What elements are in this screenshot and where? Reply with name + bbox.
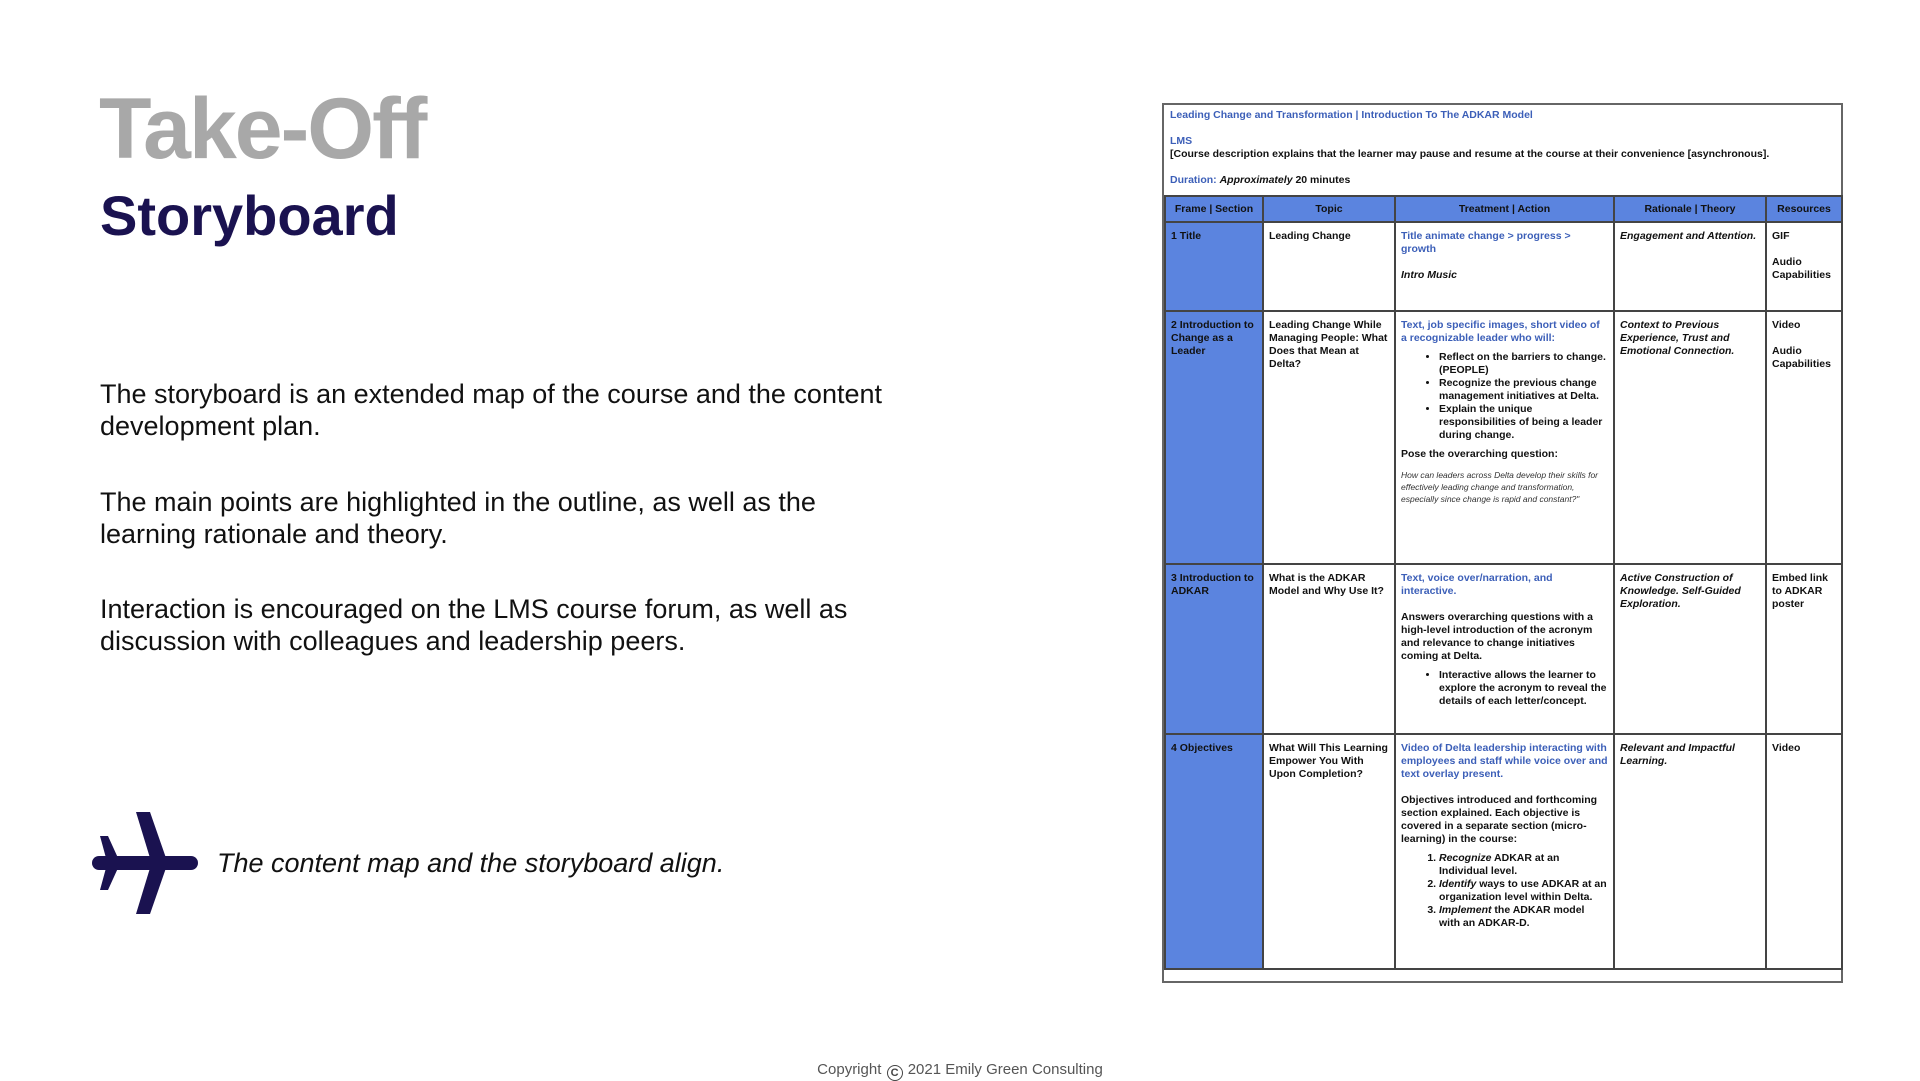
treatment-lead: Text, job specific images, short video of a recognizable leader who will: xyxy=(1401,319,1600,344)
topic-cell: Leading Change While Managing People: What Does that Mean at Delta? xyxy=(1263,311,1395,564)
copyright-footer xyxy=(0,1061,1920,1081)
list-item: • Reflect on the barriers to change. (PEOPLE) xyxy=(1439,351,1608,377)
list-item: • Interactive allows the learner to explore the acronym to reveal the details of each letter/concept. xyxy=(1439,669,1608,708)
course-title: Leading Change and Transformation | Introduction To The ADKAR Model xyxy=(1170,109,1533,121)
body-paragraph-1: The storyboard is an extended map of the course and the content development plan. xyxy=(100,379,882,441)
topic-cell: Leading Change xyxy=(1263,222,1395,311)
resource-item: GIF xyxy=(1772,230,1790,242)
table-header-row xyxy=(1165,196,1842,222)
body-paragraph-3: Interaction is encouraged on the LMS course forum, as well as discussion with colleagues and leadership peers. xyxy=(100,594,848,656)
treatment-note: Intro Music xyxy=(1401,269,1458,281)
rationale-cell: Engagement and Attention. xyxy=(1614,222,1766,311)
duration xyxy=(1170,174,1835,187)
copyright-text: 2021 Emily Green Consulting xyxy=(907,1061,1103,1078)
resources-cell xyxy=(1766,222,1842,311)
slide-title: Take-Off xyxy=(99,81,426,177)
body-paragraph-2: The main points are highlighted in the outline, as well as the learning rationale and theory. xyxy=(100,487,816,549)
topic-cell: What is the ADKAR Model and Why Use It? xyxy=(1263,564,1395,734)
table-row xyxy=(1165,734,1842,969)
resources-cell xyxy=(1766,311,1842,564)
table-row xyxy=(1165,564,1842,734)
list-item: 3. Implement the ADKAR model with an ADKAR-D. xyxy=(1439,904,1608,930)
list-item: 2. Identify ways to use ADKAR at an organization level within Delta. xyxy=(1439,878,1608,904)
resources-cell: Video xyxy=(1766,734,1842,969)
frame-cell: 1 Title xyxy=(1165,222,1263,311)
treatment-lead: Title animate change > progress > growth xyxy=(1401,230,1571,255)
copyright-icon: C xyxy=(887,1065,903,1081)
list-item: • Explain the unique responsibilities of being a leader during change. xyxy=(1439,403,1608,442)
tagline: The content map and the storyboard align. xyxy=(217,848,725,878)
duration-label: Duration: xyxy=(1170,174,1217,186)
duration-value: 20 minutes xyxy=(1295,174,1351,186)
table-row xyxy=(1165,311,1842,564)
treatment-lead: Text, voice over/narration, and interactive. xyxy=(1401,572,1553,597)
table-row xyxy=(1165,222,1842,311)
treatment-cell xyxy=(1395,222,1614,311)
lms-description: [Course description explains that the learner may pause and resume at the course at their convenience [asynchronous]. xyxy=(1170,148,1770,160)
treatment-body: Objectives introduced and forthcoming section explained. Each objective is covered in a separate section (micro-learning) in the course: xyxy=(1401,794,1598,845)
frame-cell: 3 Introduction to ADKAR xyxy=(1165,564,1263,734)
document-header xyxy=(1164,105,1841,187)
header-rationale: Rationale | Theory xyxy=(1614,196,1766,222)
resource-item: Audio Capabilities xyxy=(1772,256,1831,281)
objectives-list xyxy=(1401,852,1608,930)
resource-item: Video xyxy=(1772,319,1801,331)
treatment-cell xyxy=(1395,564,1614,734)
header-treatment: Treatment | Action xyxy=(1395,196,1614,222)
question-label: Pose the overarching question: xyxy=(1401,448,1558,460)
airplane-icon xyxy=(92,812,198,914)
topic-cell: What Will This Learning Empower You With Upon Completion? xyxy=(1263,734,1395,969)
frame-cell: 4 Objectives xyxy=(1165,734,1263,969)
treatment-cell xyxy=(1395,734,1614,969)
lms-label: LMS xyxy=(1170,135,1193,147)
list-item: • Recognize the previous change management initiatives at Delta. xyxy=(1439,377,1608,403)
treatment-lead: Video of Delta leadership interacting with employees and staff while voice over and text overlay present. xyxy=(1401,742,1608,780)
storyboard-table xyxy=(1164,195,1843,970)
rationale-cell: Context to Previous Experience, Trust and Emotional Connection. xyxy=(1614,311,1766,564)
overarching-question: How can leaders across Delta develop their skills for effectively leading change and transformation, especially since change is rapid and constant?" xyxy=(1401,470,1599,504)
header-frame: Frame | Section xyxy=(1165,196,1263,222)
resources-cell: Embed link to ADKAR poster xyxy=(1766,564,1842,734)
resource-item: Audio Capabilities xyxy=(1772,345,1831,370)
rationale-cell: Active Construction of Knowledge. Self-Guided Exploration. xyxy=(1614,564,1766,734)
header-resources: Resources xyxy=(1766,196,1842,222)
storyboard-document xyxy=(1162,103,1843,983)
slide-subtitle: Storyboard xyxy=(100,184,399,247)
rationale-cell: Relevant and Impactful Learning. xyxy=(1614,734,1766,969)
treatment-bullets xyxy=(1401,351,1608,442)
treatment-cell xyxy=(1395,311,1614,564)
duration-qualifier: Approximately xyxy=(1219,174,1293,186)
treatment-bullets xyxy=(1401,669,1608,708)
frame-cell: 2 Introduction to Change as a Leader xyxy=(1165,311,1263,564)
treatment-body: Answers overarching questions with a high-level introduction of the acronym and relevance to change initiatives coming at Delta. xyxy=(1401,611,1593,662)
list-item: 1. Recognize ADKAR at an Individual level. xyxy=(1439,852,1608,878)
header-topic: Topic xyxy=(1263,196,1395,222)
copyright-prefix: Copyright xyxy=(817,1061,882,1078)
